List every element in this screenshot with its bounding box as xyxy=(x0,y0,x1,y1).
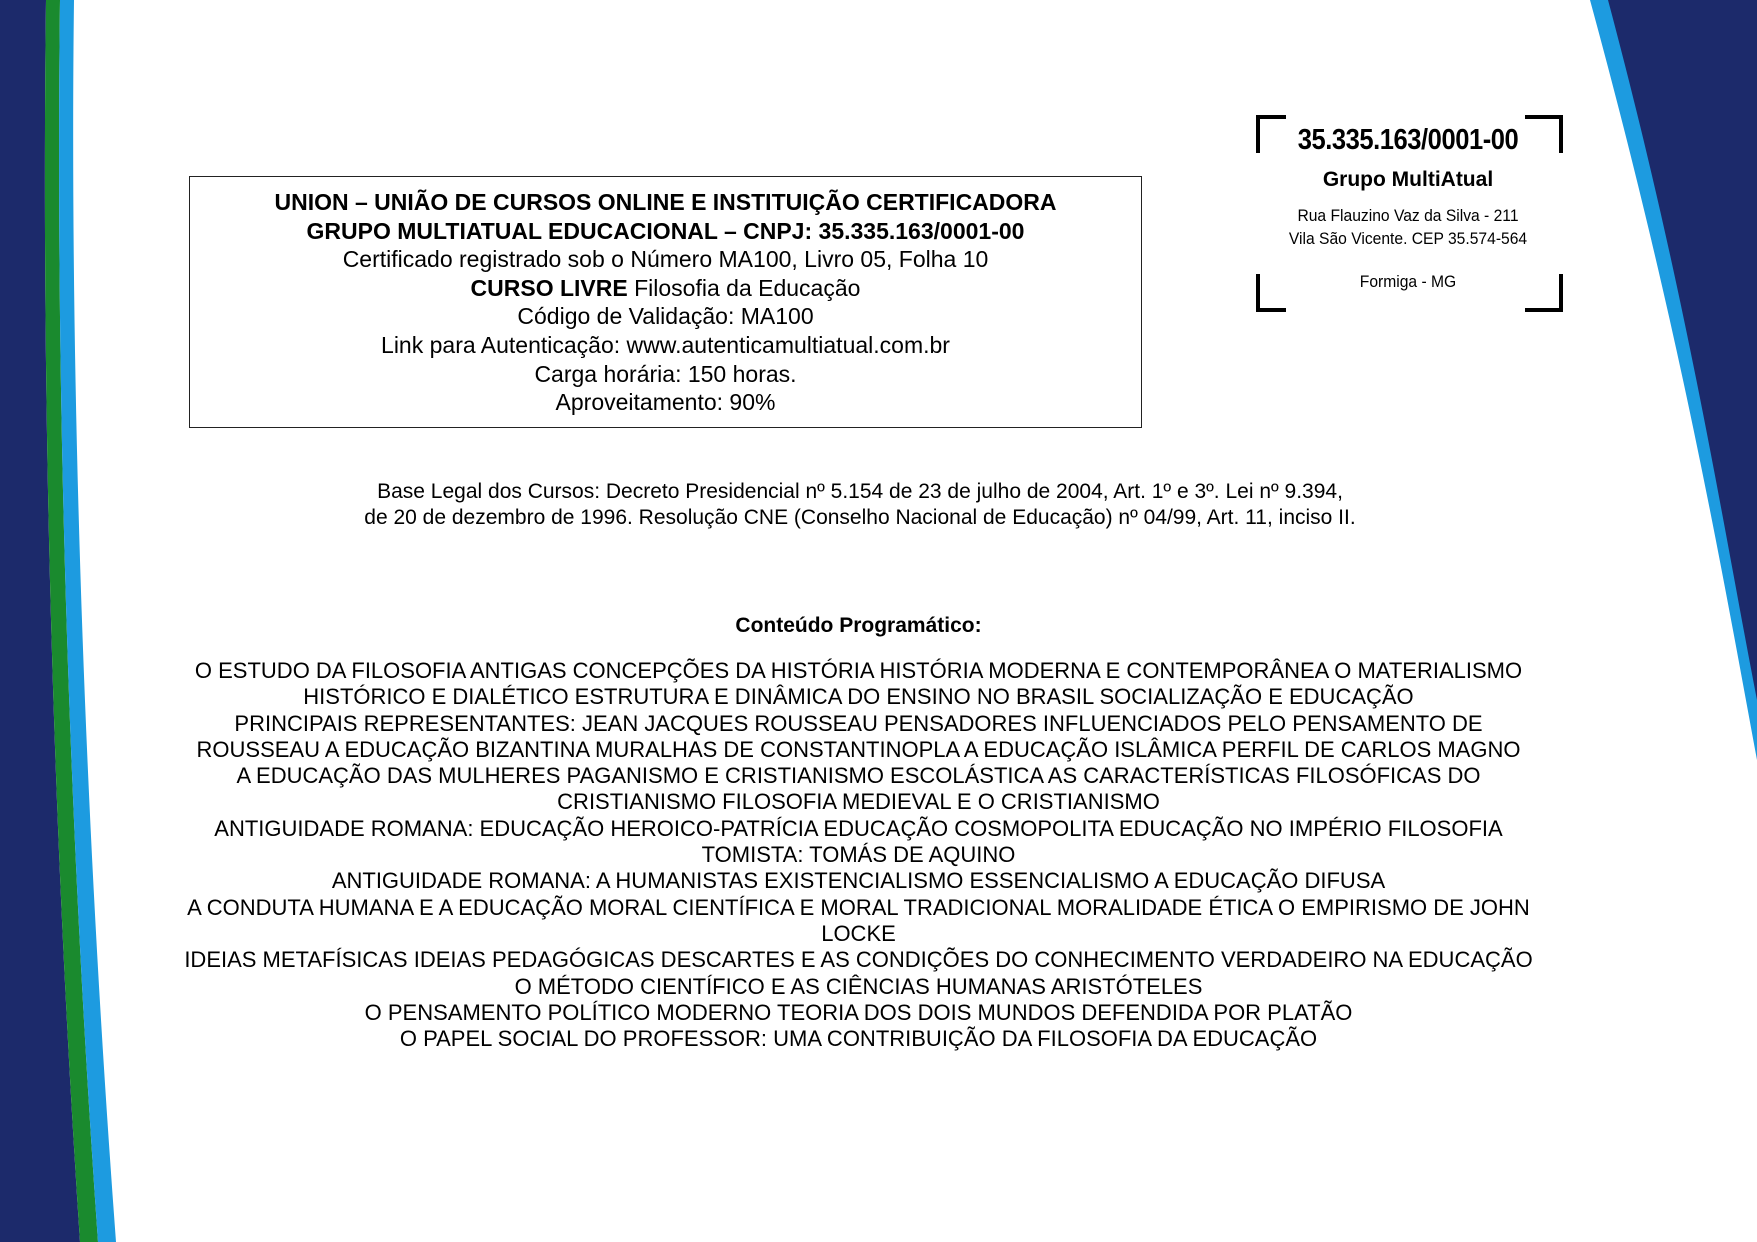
stamp-address-line2: Vila São Vicente. CEP 35.574-564 xyxy=(1288,229,1528,248)
program-title: Conteúdo Programático: xyxy=(735,614,982,637)
institution-name: UNION – UNIÃO DE CURSOS ONLINE E INSTITUIÇÃO CERTIFICADORA xyxy=(274,189,1057,215)
stamp-group-name: Grupo MultiAtual xyxy=(1322,168,1494,191)
program-line: LOCKE xyxy=(821,920,896,946)
program-line: TOMISTA: TOMÁS DE AQUINO xyxy=(701,842,1016,868)
group-cnpj: GRUPO MULTIATUAL EDUCACIONAL – CNPJ: 35.335.163/0001-00 xyxy=(306,217,1025,244)
course-name: Filosofia da Educação xyxy=(634,274,861,301)
program-line: O MÉTODO CIENTÍFICO E AS CIÊNCIAS HUMANAS ARISTÓTELES xyxy=(514,973,1203,999)
course-type: CURSO LIVRE xyxy=(470,274,628,301)
legal-line-1: Base Legal dos Cursos: Decreto Presidencial nº 5.154 de 23 de julho de 2004, Art. 1º e 3º. Lei nº 9.394, xyxy=(377,480,1343,503)
program-content xyxy=(140,658,1577,1052)
program-line: O PAPEL SOCIAL DO PROFESSOR: UMA CONTRIBUIÇÃO DA FILOSOFIA DA EDUCAÇÃO xyxy=(399,1026,1318,1052)
program-line: O PENSAMENTO POLÍTICO MODERNO TEORIA DOS DOIS MUNDOS DEFENDIDA POR PLATÃO xyxy=(364,999,1353,1025)
stamp-city: Formiga - MG xyxy=(1359,272,1457,291)
program-line: HISTÓRICO E DIALÉTICO ESTRUTURA E DINÂMICA DO ENSINO NO BRASIL SOCIALIZAÇÃO E EDUCAÇÃO xyxy=(303,684,1414,710)
stamp-address xyxy=(1265,204,1550,250)
program-line: ANTIGUIDADE ROMANA: EDUCAÇÃO HEROICO-PATRÍCIA EDUCAÇÃO COSMOPOLITA EDUCAÇÃO NO IMPÉRIO FILOSOFIA xyxy=(214,815,1503,841)
registration-line: Certificado registrado sob o Número MA100, Livro 05, Folha 10 xyxy=(342,246,989,273)
cnpj-stamp xyxy=(1253,112,1563,312)
validation-code: Código de Validação: MA100 xyxy=(517,303,814,330)
stamp-cnpj: 35.335.163/0001-00 xyxy=(1297,124,1519,156)
authentication-link[interactable]: Link para Autenticação: www.autenticamultiatual.com.br xyxy=(381,331,950,358)
program-line: CRISTIANISMO FILOSOFIA MEDIEVAL E O CRISTIANISMO xyxy=(557,789,1160,815)
legal-line-2: de 20 de dezembro de 1996. Resolução CNE (Conselho Nacional de Educação) nº 04/99, Art. 11, inciso II. xyxy=(364,506,1356,529)
certificate-info-box xyxy=(189,176,1142,428)
course-line xyxy=(190,274,1141,303)
program-line: PRINCIPAIS REPRESENTANTES: JEAN JACQUES ROUSSEAU PENSADORES INFLUENCIADOS PELO PENSAMENTO DE xyxy=(234,710,1483,736)
workload: Carga horária: 150 horas. xyxy=(534,360,797,387)
score: Aproveitamento: 90% xyxy=(555,389,776,416)
program-line: A EDUCAÇÃO DAS MULHERES PAGANISMO E CRISTIANISMO ESCOLÁSTICA AS CARACTERÍSTICAS FILOSÓFICAS DO xyxy=(236,763,1481,789)
program-line: ANTIGUIDADE ROMANA: A HUMANISTAS EXISTENCIALISMO ESSENCIALISMO A EDUCAÇÃO DIFUSA xyxy=(331,868,1386,894)
program-line: A CONDUTA HUMANA E A EDUCAÇÃO MORAL CIENTÍFICA E MORAL TRADICIONAL MORALIDADE ÉTICA O EMPIRISMO DE JOHN xyxy=(187,894,1530,920)
program-line: IDEIAS METAFÍSICAS IDEIAS PEDAGÓGICAS DESCARTES E AS CONDIÇÕES DO CONHECIMENTO VERDADEIRO NA EDUCAÇÃO xyxy=(184,947,1533,973)
program-line: ROUSSEAU A EDUCAÇÃO BIZANTINA MURALHAS DE CONSTANTINOPLA A EDUCAÇÃO ISLÂMICA PERFIL DE CARLOS MAGNO xyxy=(196,736,1521,762)
legal-base xyxy=(200,479,1520,531)
program-line: O ESTUDO DA FILOSOFIA ANTIGAS CONCEPÇÕES DA HISTÓRIA HISTÓRIA MODERNA E CONTEMPORÂNEA O MATERIALISMO xyxy=(194,658,1523,683)
stamp-address-line1: Rua Flauzino Vaz da Silva - 211 xyxy=(1297,206,1519,225)
